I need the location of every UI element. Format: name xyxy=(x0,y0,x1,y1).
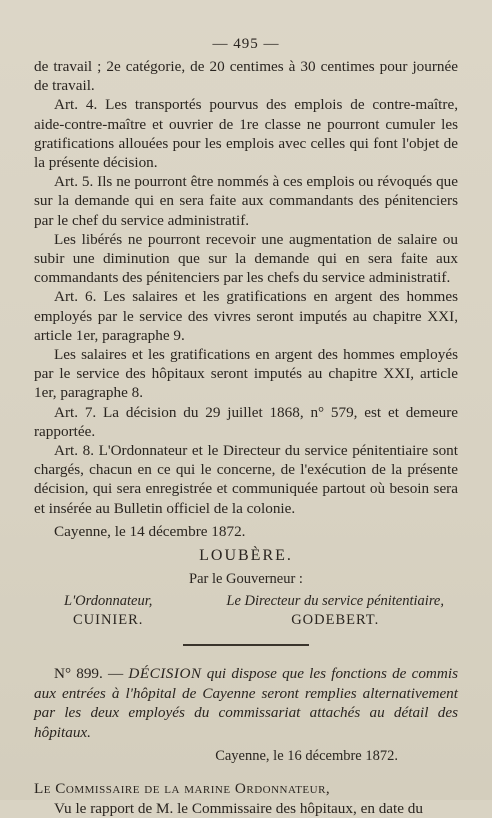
decision-heading xyxy=(34,664,458,742)
ordonnateur-role: L'Ordonnateur, xyxy=(64,593,153,610)
page-number: — 495 — xyxy=(212,36,280,52)
directeur-name: GODEBERT. xyxy=(291,612,380,629)
paragraph-art-5: Art. 5. Ils ne pourront être nommés à ces emplois ou révoqués que sur la demande qui en sera faite aux commandants des pénitenciers par le chef du service administratif. xyxy=(34,173,458,229)
paragraph-salaires-hopitaux: Les salaires et les gratifications en argent des hommes employés par le service des hôpitaux seront imputés au chapitre XXI, article 1er, paragraphe 8. xyxy=(34,346,458,402)
paragraph-liberes: Les libérés ne pourront recevoir une augmentation de salaire ou subir une diminution que sur la demande qui en sera faite aux commandants des pénitenciers par les chefs du service administratif. xyxy=(34,230,458,287)
place-date: Cayenne, le 14 décembre 1872. xyxy=(54,522,246,540)
paragraph-art-4: Art. 4. Les transportés pourvus des emplois de contre-maître, aide-contre-maître et ouvrier de 1re classe ne pourront cumuler les gratifications allouées pour les emplois avec celles qui font l'objet de la présente décision. xyxy=(34,96,458,172)
ordonnateur-name: CUINIER. xyxy=(72,612,144,629)
vu-line: Vu le rapport de M. le Commissaire des hôpitaux, en date du xyxy=(54,799,423,817)
signature-right xyxy=(226,592,444,630)
decision-title: DÉCISION xyxy=(128,665,202,683)
decision-number: N° 899. — xyxy=(54,665,124,683)
section-divider xyxy=(183,644,309,646)
decision-date: Cayenne, le 16 décembre 1872. xyxy=(215,748,398,765)
paragraph-art-7: Art. 7. La décision du 29 juillet 1868, n° 579, est et demeure rapportée. xyxy=(34,403,458,440)
paragraph-art-6: Art. 6. Les salaires et les gratifications en argent des hommes employés par le service des vivres seront imputés au chapitre XXI, article 1er, paragraphe 9. xyxy=(34,288,458,344)
paragraph-continuation: de travail ; 2e catégorie, de 20 centimes à 30 centimes pour journée de travail. xyxy=(34,58,458,95)
paragraph-art-8: Art. 8. L'Ordonnateur et le Directeur du service pénitentiaire sont chargés, chacun en ce qui le concerne, de l'exécution de la présente décision, qui sera enregistrée et communiquée partout où besoin sera et insérée au Bulletin officiel de la colonie. xyxy=(34,442,458,517)
directeur-role: Le Directeur du service pénitentiaire, xyxy=(226,593,444,610)
signatures-block xyxy=(34,592,458,630)
commissaire-heading: Le Commissaire de la marine Ordonnateur, xyxy=(34,780,331,798)
par-le-gouverneur: Par le Gouverneur : xyxy=(189,571,303,588)
governor-signature: LOUBÈRE. xyxy=(199,547,293,565)
decision-body: qui dispose que les fonctions de commis aux entrées à l'hôpital de Cayenne seront remplies alternativement par les deux employés du commissariat attachés au détail des hôpitaux. xyxy=(34,665,459,741)
signature-left xyxy=(64,592,152,630)
